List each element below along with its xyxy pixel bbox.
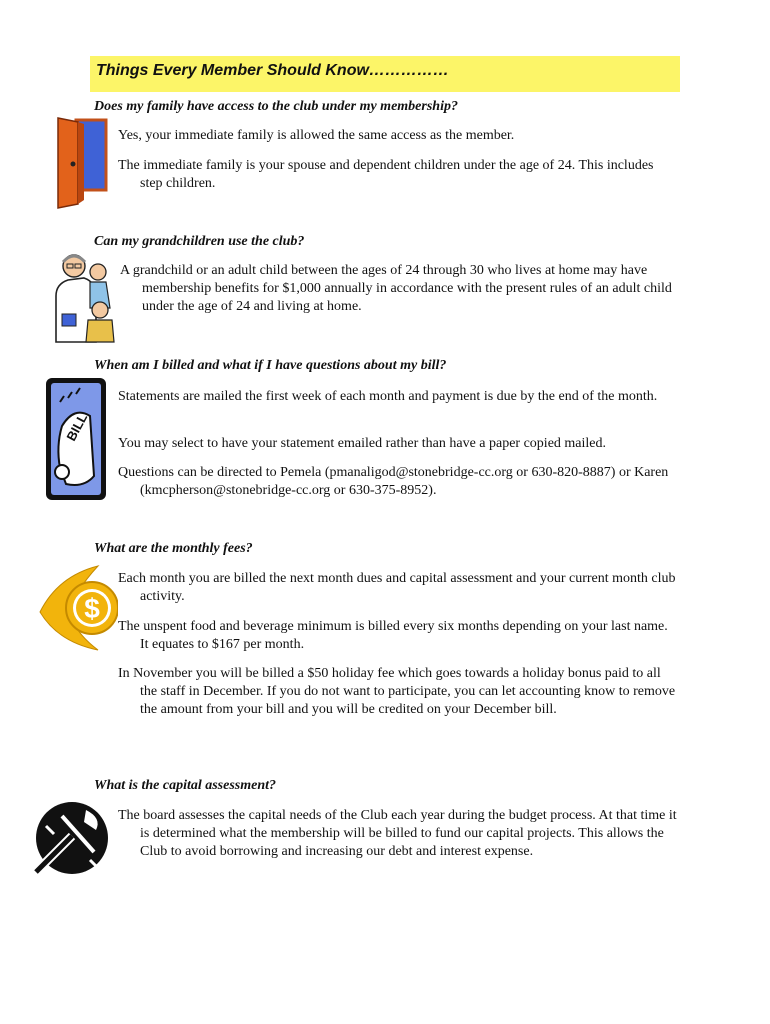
paragraph: The board assesses the capital needs of the Club each year during the budget process. At that time it is determined what the membership will be billed to fund our capital projects. This allows the Club to avoid borrowing and increasing our debt and interest expense. xyxy=(118,808,677,859)
paragraph: Each month you are billed the next month dues and capital assessment and your current month club activity. xyxy=(118,571,676,604)
page-title: Things Every Member Should Know…………… xyxy=(96,62,449,79)
paragraph: A grandchild or an adult child between the ages of 24 through 30 who lives at home may have membership benefits for $1,000 annually in accordance with the present rules of an adult child under the age of 24 and living at home. xyxy=(120,263,672,314)
question-family-access: Does my family have access to the club under my membership? xyxy=(94,99,458,114)
paragraph: In November you will be billed a $50 holiday fee which goes towards a holiday bonus paid to all the staff in December. If you do not want to participate, you can let accounting know to remove the amount from your bill and you will be credited on your December bill. xyxy=(118,666,676,717)
paragraph: Questions can be directed to Pemela (pmanaligod@stonebridge-cc.org or 630-820-8887) or Karen (kmcpherson@stonebridge-cc.org or 630-375-8952). xyxy=(118,465,669,498)
question-grandchildren: Can my grandchildren use the club? xyxy=(94,234,305,249)
grandparent-with-children-icon xyxy=(50,250,116,344)
paragraph: You may select to have your statement emailed rather than have a paper copied mailed. xyxy=(118,436,607,451)
bill-icon xyxy=(44,376,108,502)
dollar-sign-label: $ xyxy=(84,593,100,624)
tools-icon xyxy=(32,800,112,880)
question-monthly-fees: What are the monthly fees? xyxy=(94,541,253,556)
bill-icon-label: BILL xyxy=(63,410,91,444)
paragraph: Statements are mailed the first week of each month and payment is due by the end of the month. xyxy=(118,389,658,404)
paragraph: The unspent food and beverage minimum is billed every six months depending on your last name. It equates to $167 per month. xyxy=(118,619,668,652)
question-billing: When am I billed and what if I have questions about my bill? xyxy=(94,358,447,373)
open-door-icon xyxy=(54,116,110,210)
paragraph: Yes, your immediate family is allowed the same access as the member. xyxy=(118,128,515,143)
question-capital-assessment: What is the capital assessment? xyxy=(94,778,277,793)
dollar-coin-icon xyxy=(38,562,118,652)
paragraph: The immediate family is your spouse and dependent children under the age of 24. This includes step children. xyxy=(118,158,654,191)
title-banner xyxy=(90,56,680,92)
